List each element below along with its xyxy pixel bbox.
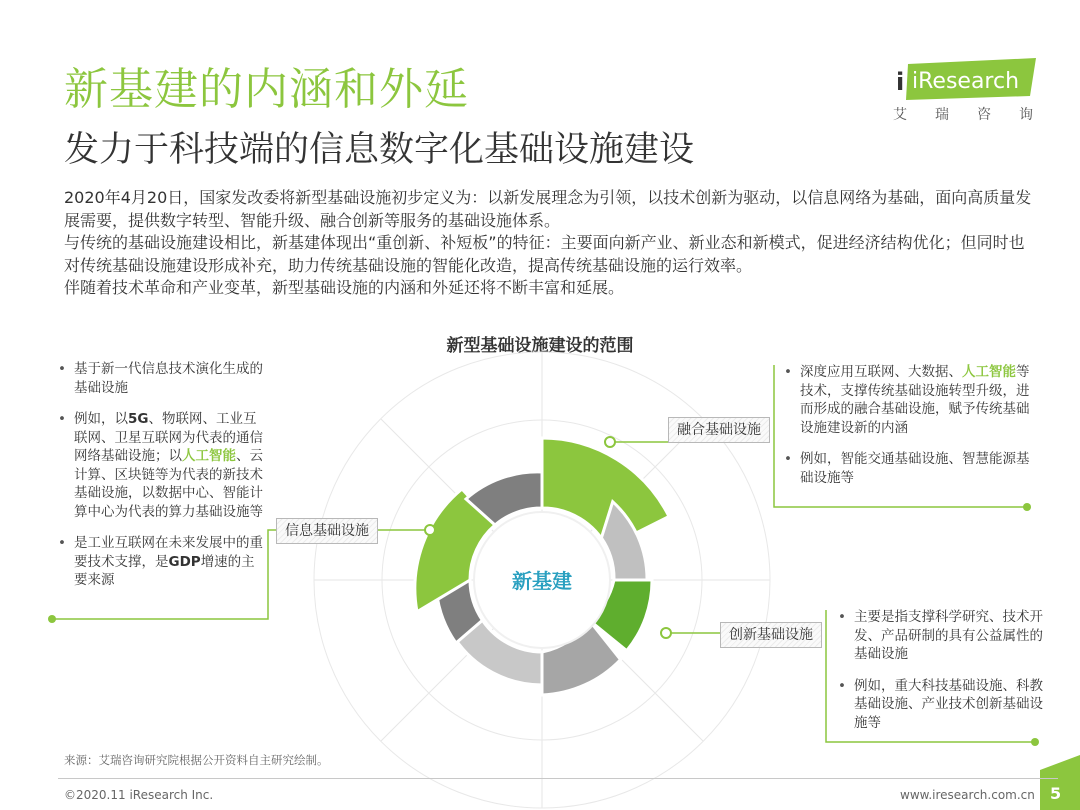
list-item: • 主要是指支撑科学研究、技术开发、产品研制的具有公益属性的基础设施 [836,608,1046,664]
innovation-bullets [836,608,1046,745]
logo-cn-char: 询 [1019,107,1033,123]
label-info-infrastructure: 信息基础设施 [276,518,378,544]
diagram-title: 新型基础设施建设的范围 [446,336,634,356]
list-item: • 例如，以5G、物联网、工业互联网、卫星互联网为代表的通信网络基础设施；以人工智能、云计算、区块链等为代表的新技术基础设施，以数据中心、智能计算中心为代表的算力基础设施等 [56,410,266,521]
svg-text:i: i [896,68,905,96]
intro-paragraph: 与传统的基础设施建设相比，新基建体现出“重创新、补短板”的特征：主要面向新产业、新业态和新模式，促进经济结构优化；但同时也对传统基础设施建设形成补充，助力传统基础设施的智能化改造，提高传统基础设施的运行效率。 [64,233,1025,275]
page-subtitle: 发力于科技端的信息数字化基础设施建设 [64,130,695,170]
list-item: • 例如，重大科技基础设施、科教基础设施、产业技术创新基础设施等 [836,677,1046,733]
list-item: • 是工业互联网在未来发展中的重要技术支撑，是GDP增速的主要来源 [56,534,266,590]
page-title: 新基建的内涵和外延 [64,64,469,115]
center-label: 新基建 [512,569,572,593]
label-fusion-infrastructure: 融合基础设施 [668,417,770,443]
fusion-bullets [782,363,1032,500]
page-number: 5 [1050,784,1062,803]
website-link[interactable]: www.iresearch.com.cn [900,788,1035,802]
intro-paragraph: 伴随着技术革命和产业变革，新型基础设施的内涵和外延还将不断丰富和延展。 [64,278,625,297]
footer-divider [58,778,1058,779]
intro-paragraph: 2020年4月20日，国家发改委将新型基础设施初步定义为：以新发展理念为引领，以技术创新为驱动，以信息网络为基础，面向高质量发展需要，提供数字转型、智能升级、融合创新等服务的基础设施体系。 [64,188,1032,230]
logo-cn-char: 瑞 [935,107,949,123]
list-item: • 基于新一代信息技术演化生成的基础设施 [56,360,266,397]
logo-text: iResearch [912,69,1020,94]
info-bullets [56,360,266,603]
logo-cn-char: 咨 [977,107,991,123]
source-note: 来源：艾瑞咨询研究院根据公开资料自主研究绘制。 [64,753,329,767]
label-innovation-infrastructure: 创新基础设施 [720,622,822,648]
copyright: ©2020.11 iResearch Inc. [64,788,214,802]
logo-cn-char: 艾 [893,107,907,123]
list-item: • 例如，智能交通基础设施、智慧能源基础设施等 [782,450,1032,487]
list-item: • 深度应用互联网、大数据、人工智能等技术，支撑传统基础设施转型升级，进而形成的融合基础设施，赋予传统基础设施建设新的内涵 [782,363,1032,437]
